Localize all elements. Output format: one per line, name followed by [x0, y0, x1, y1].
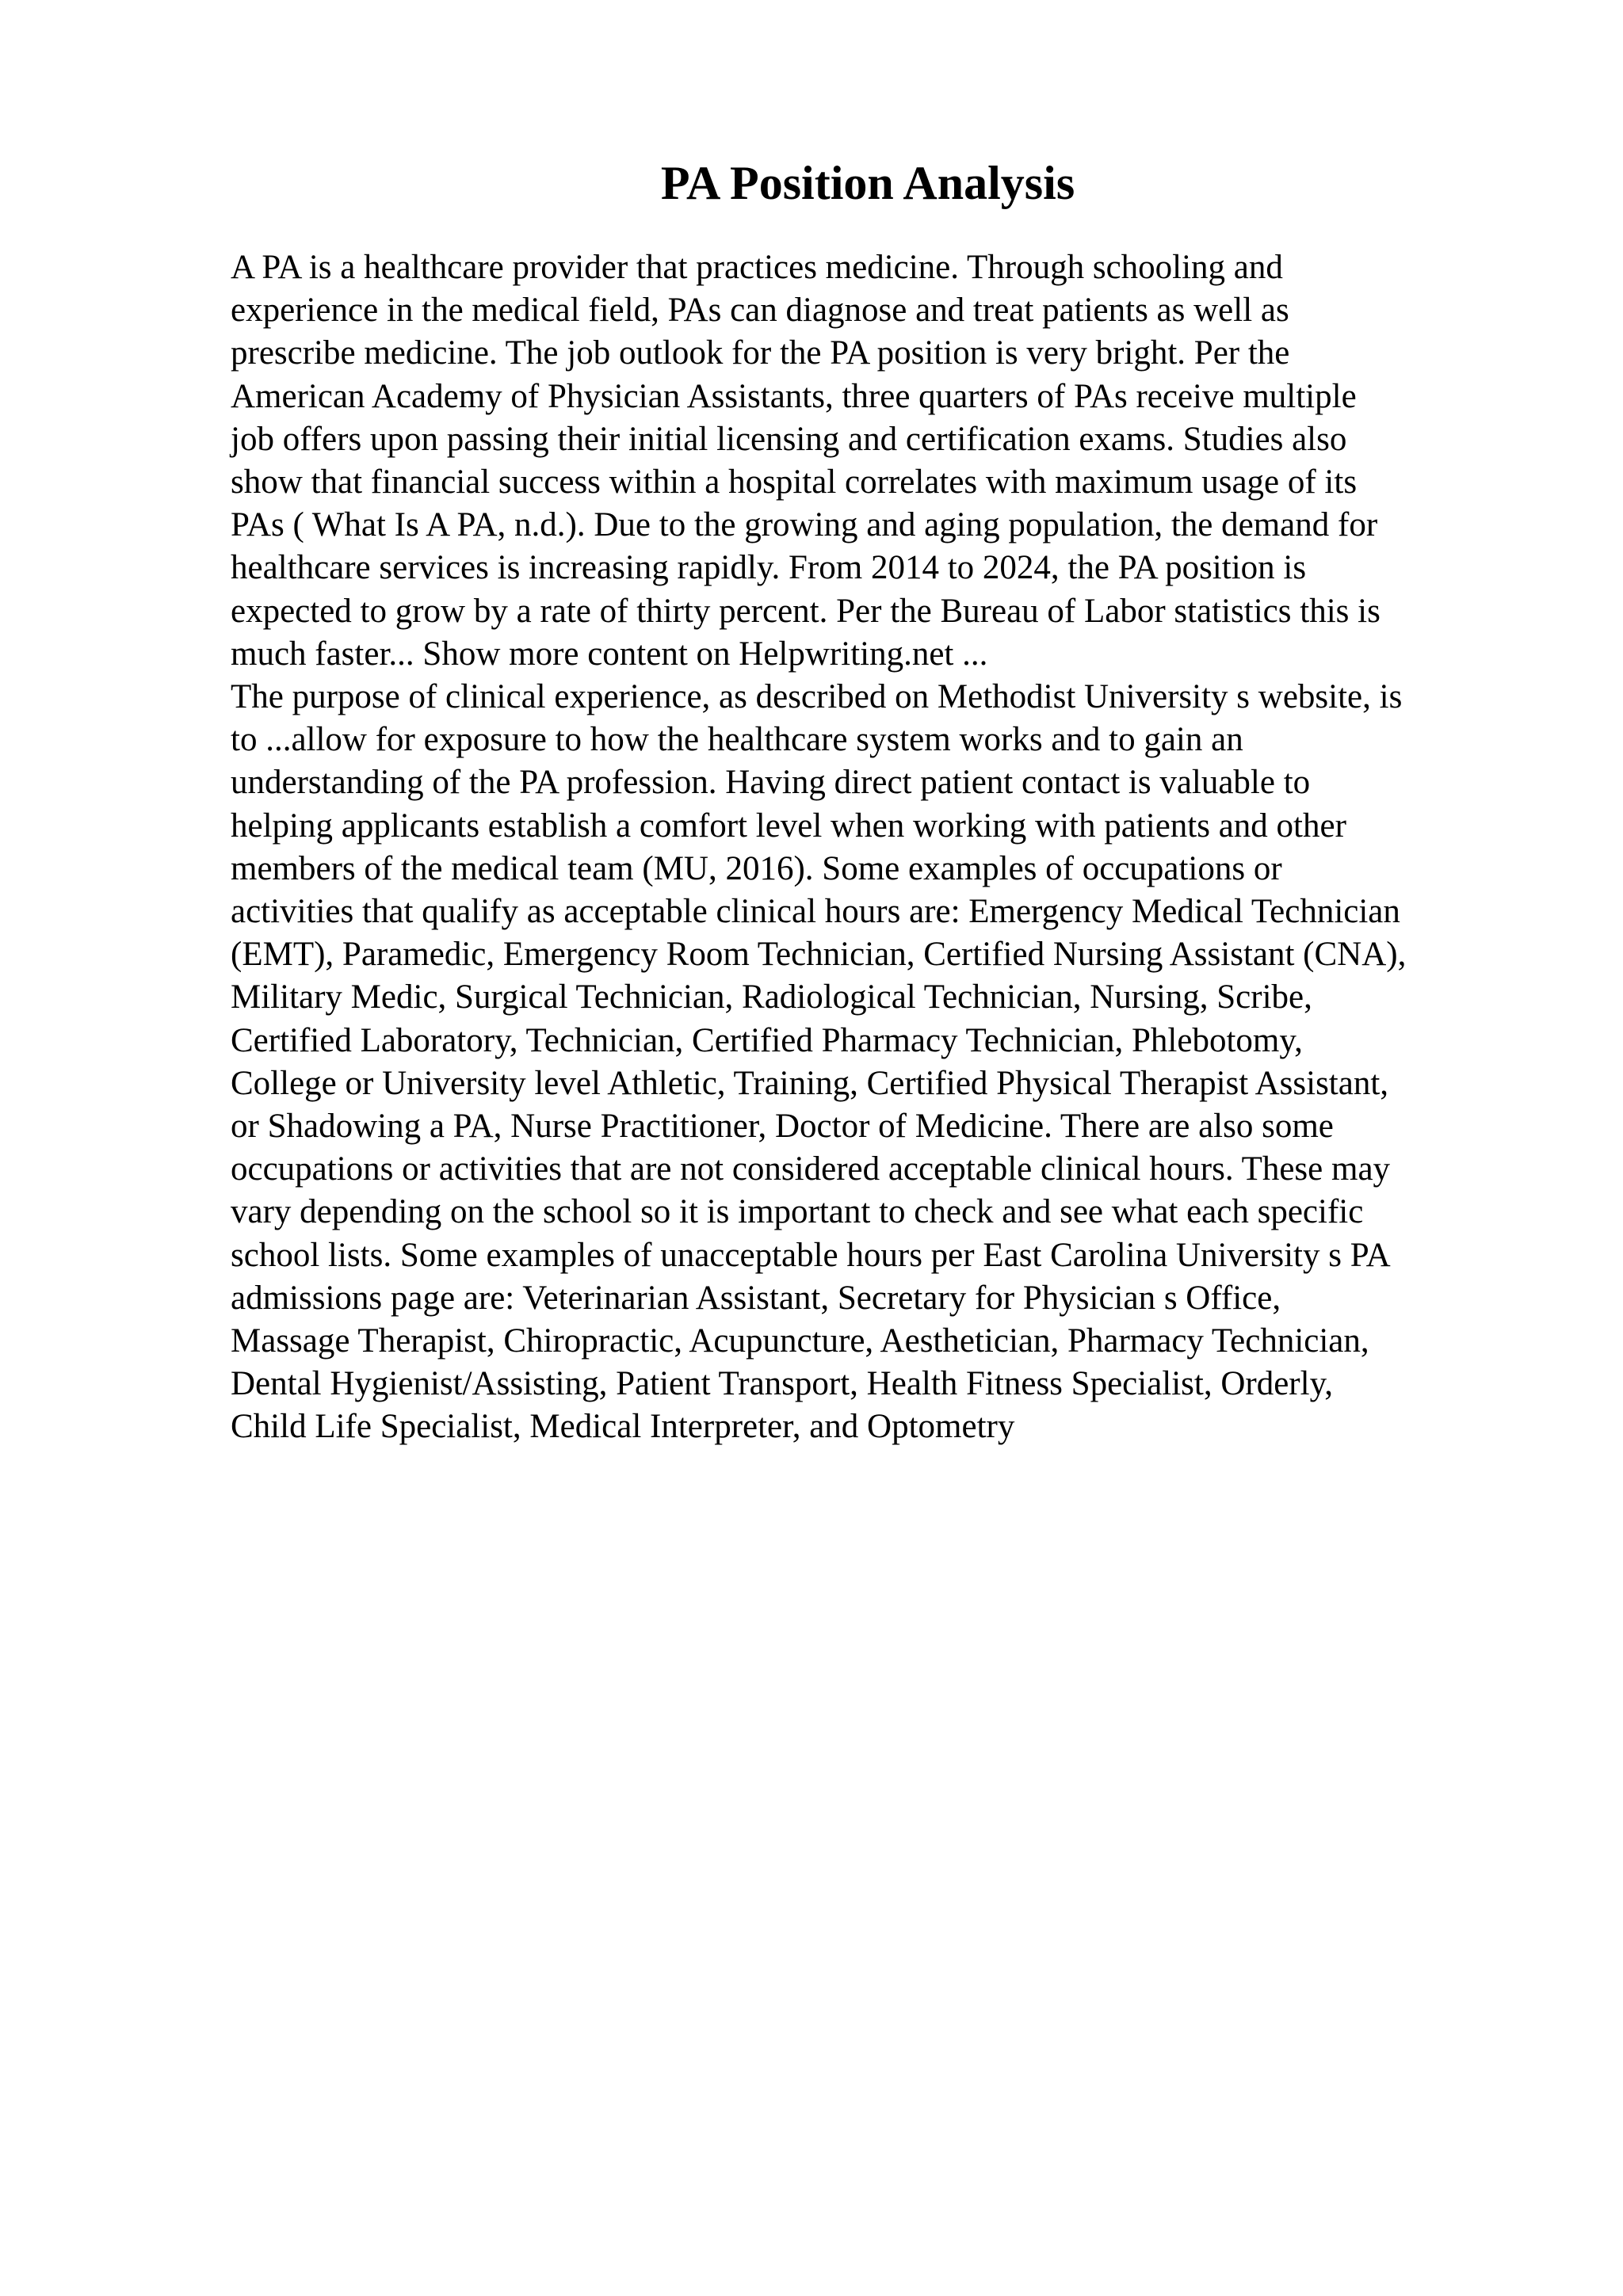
paragraph-intro: [231, 246, 1514, 676]
text-line: Certified Laboratory, Technician, Certified Pharmacy Technician, Phlebotomy,: [231, 1021, 1303, 1059]
text-line: expected to grow by a rate of thirty percent. Per the Bureau of Labor statistics this is: [231, 592, 1381, 630]
text-line: American Academy of Physician Assistants, three quarters of PAs receive multiple: [231, 377, 1357, 415]
text-line: prescribe medicine. The job outlook for the PA position is very bright. Per the: [231, 334, 1290, 372]
text-line: healthcare services is increasing rapidly. From 2014 to 2024, the PA position is: [231, 549, 1307, 587]
text-line: Dental Hygienist/Assisting, Patient Transport, Health Fitness Specialist, Orderly,: [231, 1365, 1334, 1403]
text-line: Military Medic, Surgical Technician, Radiological Technician, Nursing, Scribe,: [231, 978, 1312, 1016]
text-line: occupations or activities that are not considered acceptable clinical hours. These may: [231, 1150, 1391, 1188]
text-line: admissions page are: Veterinarian Assistant, Secretary for Physician s Office,: [231, 1279, 1281, 1317]
text-line: members of the medical team (MU, 2016). Some examples of occupations or: [231, 849, 1282, 887]
text-line: vary depending on the school so it is important to check and see what each specific: [231, 1193, 1364, 1231]
text-line: Child Life Specialist, Medical Interpreter, and Optometry: [231, 1408, 1015, 1446]
text-line: experience in the medical field, PAs can diagnose and treat patients as well as: [231, 292, 1289, 330]
text-line: PAs ( What Is A PA, n.d.). Due to the growing and aging population, the demand for: [231, 506, 1378, 544]
text-line: to ...allow for exposure to how the healthcare system works and to gain an: [231, 721, 1243, 759]
text-line: job offers upon passing their initial licensing and certification exams. Studies also: [231, 420, 1347, 458]
text-line: or Shadowing a PA, Nurse Practitioner, Doctor of Medicine. There are also some: [231, 1108, 1334, 1146]
document-body: [231, 246, 1514, 1449]
text-line: much faster... Show more content on Helpwriting.net ...: [231, 635, 988, 673]
text-line: helping applicants establish a comfort level when working with patients and other: [231, 807, 1346, 845]
paragraph-clinical-experience: [231, 676, 1514, 1449]
text-line: Massage Therapist, Chiropractic, Acupuncture, Aesthetician, Pharmacy Technician,: [231, 1322, 1369, 1360]
text-line: understanding of the PA profession. Having direct patient contact is valuable to: [231, 764, 1311, 802]
text-line: activities that qualify as acceptable clinical hours are: Emergency Medical Technician: [231, 893, 1400, 931]
text-line: show that financial success within a hospital correlates with maximum usage of its: [231, 463, 1358, 502]
document-title: PA Position Analysis: [660, 157, 1075, 209]
text-line: The purpose of clinical experience, as described on Methodist University s website, is: [231, 678, 1403, 716]
text-line: College or University level Athletic, Training, Certified Physical Therapist Assistant,: [231, 1064, 1389, 1102]
text-line: A PA is a healthcare provider that practices medicine. Through schooling and: [231, 249, 1283, 286]
text-line: school lists. Some examples of unacceptable hours per East Carolina University s PA: [231, 1236, 1391, 1274]
text-line: (EMT), Paramedic, Emergency Room Technician, Certified Nursing Assistant (CNA),: [231, 936, 1407, 974]
